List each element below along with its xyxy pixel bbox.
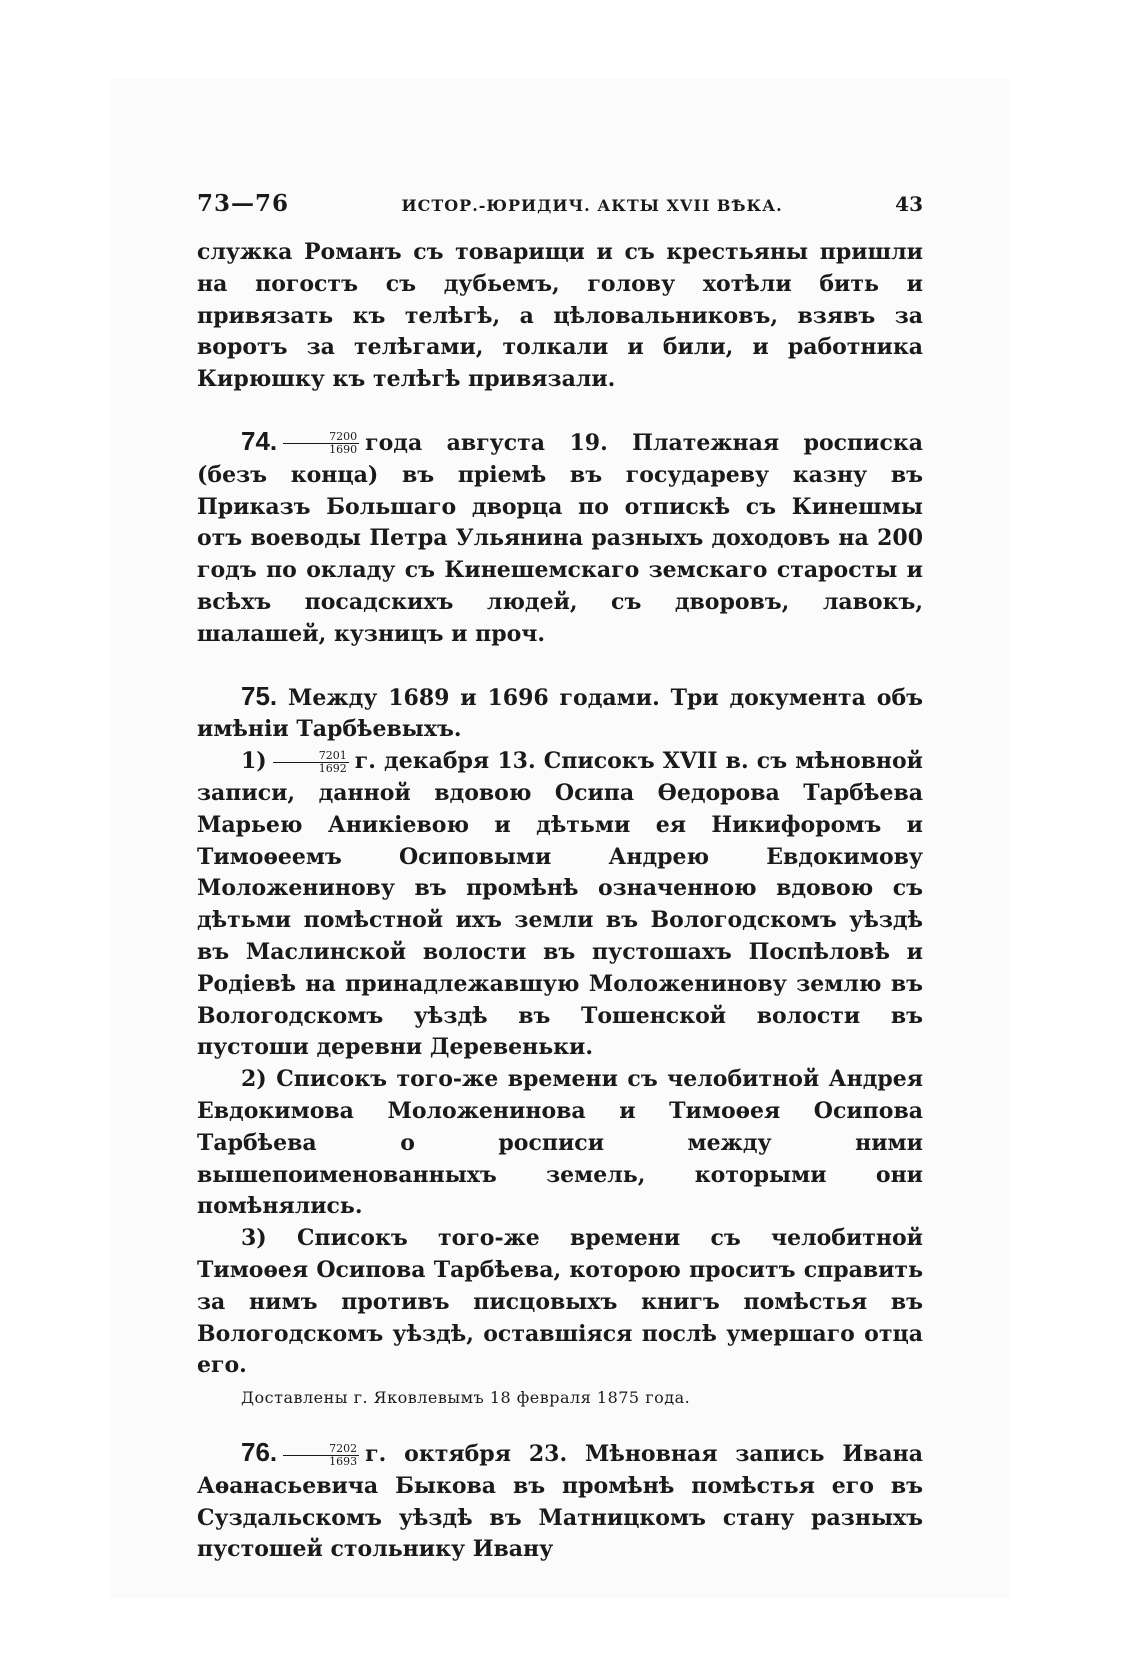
entry-text: Между 1689 и 1696 годами. Три документа объ имѣніи Тарбѣевыхъ. xyxy=(197,684,924,743)
fraction-bottom: 1693 xyxy=(329,1454,358,1468)
year-fraction xyxy=(283,431,359,456)
entry-range: 73—76 xyxy=(197,190,290,217)
year-fraction xyxy=(273,750,349,775)
entry-text: г. октября 23. Мѣновная запись Ивана Аѳанасьевича Быкова въ промѣнѣ помѣстья его въ Суздальскомъ уѣздѣ въ Матницкомъ стану разныхъ пустошей стольнику Ивану xyxy=(197,1441,923,1563)
fraction-top: 7200 xyxy=(283,431,359,444)
entry-75 xyxy=(197,681,923,1408)
running-header xyxy=(197,190,923,220)
item-text: г. декабря 13. Списокъ XVII в. съ мѣновной записи, данной вдовою Осипа Ѳедорова Тарбѣева Марьею Аникіевою и дѣтьми ея Никифоромъ и Тимоѳеемъ Осиповыми Андрею Евдокимову Моложенинову въ промѣнѣ означенною вдовою съ дѣтьми помѣстной ихъ земли въ Вологодскомъ уѣздѣ въ Маслинской волости въ пустошахъ Поспѣловѣ и Родіевѣ на принадлежавшую Моложенинову землю въ Вологодскомъ уѣздѣ въ Тошенской волости въ пустоши деревни Деревеньки. xyxy=(197,748,923,1061)
entry-text: года августа 19. Платежная росписка (безъ конца) въ пріемѣ въ государеву казну въ Приказъ Большаго дворца по отпискѣ съ Кинешмы отъ воеводы Петра Ульянина разныхъ доходовъ на 200 годъ по окладу съ Кинешемскаго земскаго старосты и всѣхъ посадскихъ людей, съ дворовъ, лавокъ, шалашей, кузницъ и проч. xyxy=(197,429,923,647)
entry-75-item-1 xyxy=(197,746,923,1064)
entry-74-paragraph xyxy=(197,426,923,651)
fraction-top: 7201 xyxy=(273,750,349,763)
page-number: 43 xyxy=(895,192,923,216)
entry-74 xyxy=(197,426,923,651)
entry-75-heading xyxy=(197,681,923,747)
fraction-bottom: 1690 xyxy=(329,443,358,457)
entry-75-item-3: 3) Списокъ того-же времени съ челобитной Тимоѳея Осипова Тарбѣева, которою проситъ справить за нимъ противъ писцовыхъ книгъ помѣстья въ Вологодскомъ уѣздѣ, оставшіяся послѣ умершаго отца его. xyxy=(197,1225,923,1379)
continuation-paragraph: служка Романъ съ товарищи и съ крестьяны пришли на погостъ съ дубьемъ, голову хотѣли бить и привязать къ телѣгѣ, а цѣловальниковъ, взявъ за воротъ за телѣгами, толкали и били, и работника Кирюшку къ телѣгѣ привязали. xyxy=(197,239,923,393)
entry-number: 76. xyxy=(241,1437,278,1468)
delivery-note: Доставлены г. Яковлевымъ 18 февраля 1875 года. xyxy=(241,1388,691,1408)
entry-number: 75. xyxy=(241,680,278,711)
fraction-top: 7202 xyxy=(283,1443,359,1456)
fraction-bottom: 1692 xyxy=(318,761,347,775)
entry-76-paragraph xyxy=(197,1437,923,1566)
year-fraction xyxy=(283,1443,359,1468)
entry-75-item-2: 2) Списокъ того-же времени съ челобитной Андрея Евдокимова Моложенинова и Тимоѳея Осипова Тарбѣева о росписи между ними вышепоименованныхъ земель, которыми они помѣнялись. xyxy=(197,1066,923,1220)
entry-76 xyxy=(197,1437,923,1566)
page-content xyxy=(197,190,923,1566)
entry-number: 74. xyxy=(241,425,278,456)
running-title: ИСТОР.-ЮРИДИЧ. АКТЫ XVII ВѢКА. xyxy=(401,196,783,215)
item-prefix: 1) xyxy=(241,748,267,775)
